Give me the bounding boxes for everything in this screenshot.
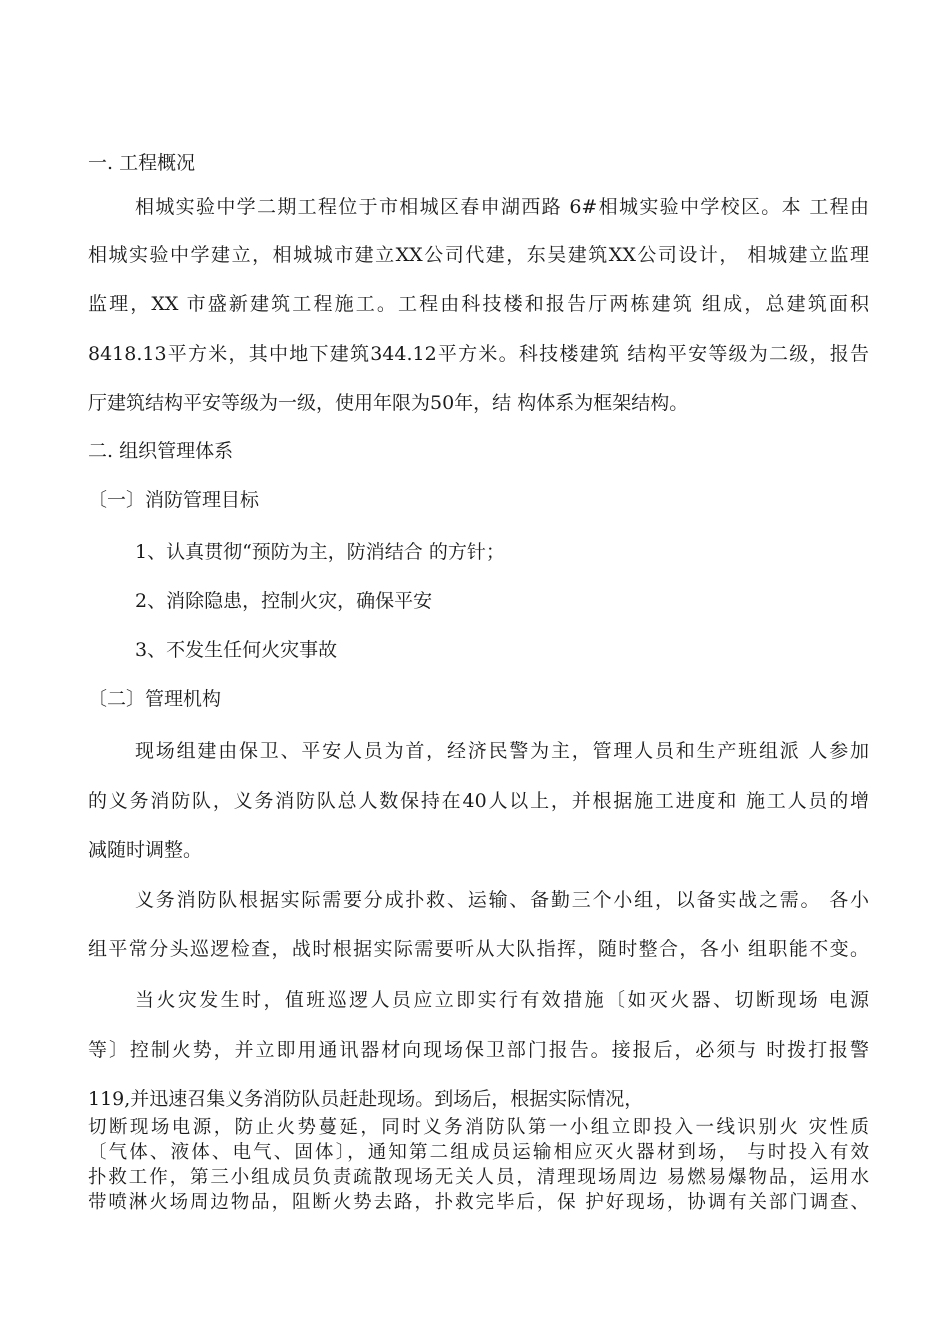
paragraph-line: 减随时调整。 — [88, 839, 203, 861]
paragraph-line: 相城实验中学建立，相城城市建立XX公司代建，东吴建筑XX公司设计， 相城建立监理 — [88, 244, 869, 266]
section-heading-overview: 一. 工程概况 — [88, 152, 196, 174]
paragraph-line: 组平常分头巡逻检查，战时根据实际需要听从大队指挥，随时整合，各小 组职能不变。 — [88, 938, 869, 960]
paragraph-line: 119,并迅速召集义务消防队员赶赴现场。到场后，根据实际情况， — [88, 1088, 644, 1110]
paragraph-line: 等〕控制火势，并立即用通讯器材向现场保卫部门报告。接报后，必须与 时拨打报警 — [88, 1039, 869, 1061]
paragraph-line: 〔气体、液体、电气、固体〕，通知第二组成员运输相应灭火器材到场， 与时投入有效 — [88, 1142, 869, 1163]
paragraph-line: 扑救工作，第三小组成员负责疏散现场无关人员，清理现场周边 易燃易爆物品，运用水 — [88, 1167, 869, 1188]
paragraph-line: 厅建筑结构平安等级为一级，使用年限为50年，结 构体系为框架结构。 — [88, 392, 689, 414]
subsection-heading-management: 〔二〕管理机构 — [88, 688, 222, 710]
paragraph-line: 相城实验中学二期工程位于市相城区春申湖西路 6#相城实验中学校区。本 工程由 — [135, 196, 869, 218]
paragraph-line: 义务消防队根据实际需要分成扑救、运输、备勤三个小组，以备实战之需。 各小 — [135, 889, 869, 911]
paragraph-line: 当火灾发生时，值班巡逻人员应立即实行有效措施〔如灭火器、切断现场 电源 — [135, 989, 869, 1011]
paragraph-line: 带喷淋火场周边物品，阻断火势去路，扑救完毕后，保 护好现场，协调有关部门调查、 — [88, 1192, 869, 1213]
paragraph-line: 监理，XX 市盛新建筑工程施工。工程由科技楼和报告厅两栋建筑 组成，总建筑面积 — [88, 293, 869, 315]
goal-item: 3、不发生任何火灾事故 — [135, 639, 338, 661]
paragraph-line: 8418.13平方米，其中地下建筑344.12平方米。科技楼建筑 结构平安等级为二级，报告 — [88, 343, 869, 365]
paragraph-line: 的义务消防队，义务消防队总人数保持在40人以上，并根据施工进度和 施工人员的增 — [88, 790, 869, 812]
section-heading-organization: 二. 组织管理体系 — [88, 440, 234, 462]
paragraph-line: 现场组建由保卫、平安人员为首，经济民警为主，管理人员和生产班组派 人参加 — [135, 740, 869, 762]
goal-item: 2、消除隐患，控制火灾，确保平安 — [135, 590, 433, 612]
subsection-heading-fire-goals: 〔一〕消防管理目标 — [88, 489, 260, 511]
goal-item: 1、认真贯彻“预防为主，防消结合 的方针； — [135, 541, 505, 563]
paragraph-line: 切断现场电源，防止火势蔓延，同时义务消防队第一小组立即投入一线识别火 灾性质 — [88, 1117, 869, 1138]
